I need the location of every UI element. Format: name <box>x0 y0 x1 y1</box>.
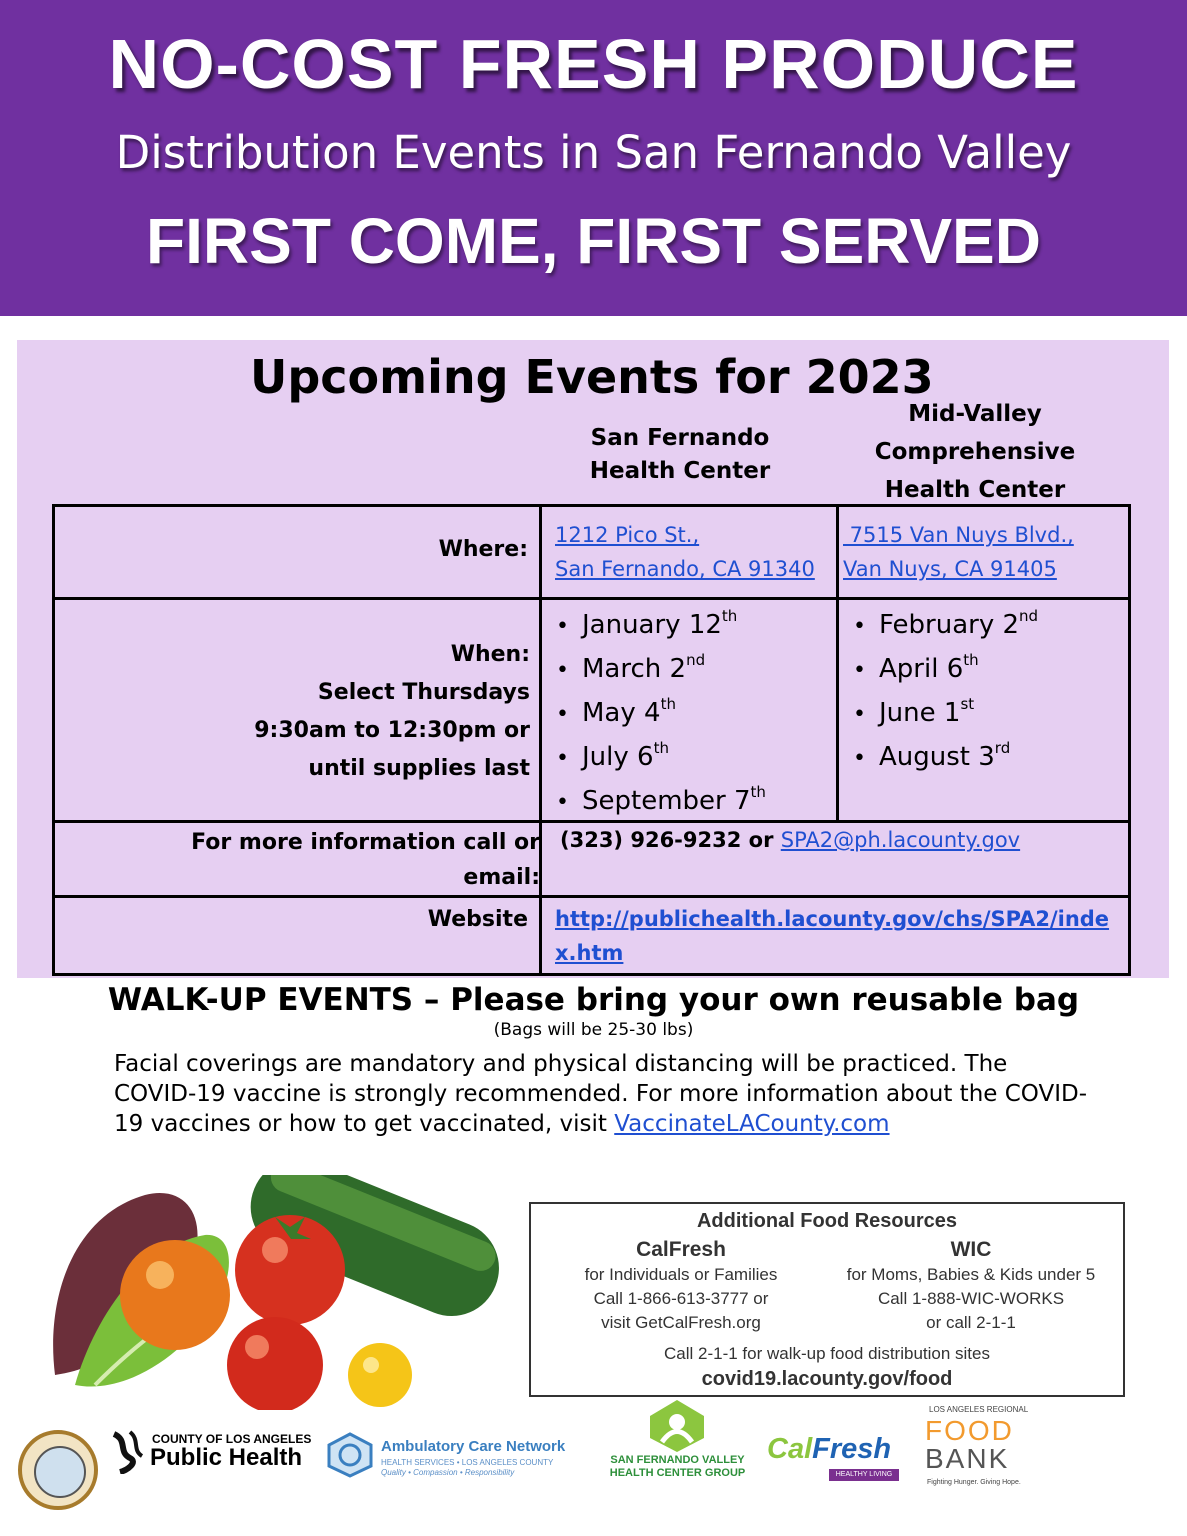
date-suffix: th <box>721 607 738 625</box>
website-label: Website <box>427 907 528 932</box>
wic-line: Call 1-888-WIC-WORKS <box>877 1289 1065 1308</box>
county-seal-logo <box>18 1430 98 1510</box>
public-health-text: Public Health <box>150 1444 303 1471</box>
date-text: February 2 <box>879 610 1020 640</box>
vaccinate-link[interactable]: VaccinateLACounty.com <box>614 1111 890 1137</box>
address-san-fernando[interactable] <box>555 518 815 586</box>
when-label-line: When: <box>450 642 530 667</box>
when-label <box>200 636 530 788</box>
website-link[interactable]: http://publichealth.lacounty.gov/chs/SPA2/index.htm <box>555 907 1110 965</box>
sfv-text <box>605 1454 750 1480</box>
email-link[interactable]: SPA2@ph.lacounty.gov <box>780 828 1021 852</box>
calfresh-tag: HEALTHY LIVING <box>829 1469 899 1481</box>
info-label-line: email: <box>463 865 540 890</box>
list-item <box>853 736 1038 780</box>
date-suffix: nd <box>1019 607 1039 625</box>
calfresh-logo <box>767 1433 893 1478</box>
calfresh-name: CalFresh <box>636 1238 726 1261</box>
column-header-line: Health Center <box>884 477 1066 503</box>
address-mid-valley[interactable] <box>843 518 1074 586</box>
address-line[interactable]: San Fernando, CA 91340 <box>555 557 815 581</box>
sfv-emblem-icon <box>642 1398 712 1454</box>
column-header-line: San Fernando <box>590 425 770 451</box>
calfresh-line: for Individuals or Families <box>584 1265 778 1284</box>
wic-name: WIC <box>950 1238 992 1261</box>
date-text: January 12 <box>582 610 722 640</box>
public-health-small-text: COUNTY OF LOS ANGELES <box>152 1432 312 1446</box>
calfresh-line: visit GetCalFresh.org <box>601 1313 761 1332</box>
main-title: NO-COST FRESH PRODUCE <box>108 25 1079 103</box>
produce-image <box>35 1175 505 1410</box>
date-text: April 6 <box>879 654 964 684</box>
column-header-mid-valley <box>850 395 1100 509</box>
date-suffix: th <box>660 695 676 713</box>
paragraph-text: Facial coverings are mandatory and physical distancing will be practiced. The COVID-19 vaccine is strongly recommended. For more information about the COVID-19 vaccines or how to get vaccinated, visit <box>114 1051 1088 1137</box>
food-bank-tagline: Fighting Hunger. Giving Hope. <box>927 1479 1021 1486</box>
list-item <box>853 604 1038 648</box>
calfresh-info <box>541 1238 821 1335</box>
info-label-line: For more information call or <box>191 830 540 855</box>
date-text: June 1 <box>879 698 961 728</box>
date-text: September 7 <box>582 786 751 816</box>
date-text: May 4 <box>582 698 661 728</box>
list-item <box>556 604 766 648</box>
resources-211-line: Call 2-1-1 for walk-up food distribution sites <box>664 1344 990 1363</box>
wic-line: or call 2-1-1 <box>926 1313 1016 1332</box>
calfresh-word-b: Fresh <box>812 1433 892 1465</box>
address-line[interactable]: Van Nuys, CA 91405 <box>843 557 1057 581</box>
where-label: Where: <box>438 537 528 562</box>
public-health-mark-icon <box>108 1430 148 1474</box>
list-item <box>853 648 1038 692</box>
info-label <box>150 825 540 895</box>
dates-mid-valley <box>853 604 1038 780</box>
acn-name: Ambulatory Care Network <box>381 1438 566 1455</box>
sfv-line: SAN FERNANDO VALLEY <box>610 1454 745 1466</box>
when-label-line: 9:30am to 12:30pm or <box>254 718 530 743</box>
column-header-line: Comprehensive <box>874 439 1076 465</box>
resources-title: Additional Food Resources <box>696 1210 958 1232</box>
address-line[interactable]: 7515 Van Nuys Blvd., <box>843 523 1074 547</box>
list-item <box>556 692 766 736</box>
acn-emblem-icon <box>325 1432 375 1478</box>
food-resources-box <box>529 1202 1125 1397</box>
column-divider-1 <box>539 504 542 976</box>
calfresh-line: Call 1-866-613-3777 or <box>593 1289 769 1308</box>
walkup-title: WALK-UP EVENTS – Please bring your own reusable bag <box>107 982 1080 1018</box>
food-bank-top-text: LOS ANGELES REGIONAL <box>929 1405 1029 1414</box>
when-label-line: Select Thursdays <box>317 680 530 705</box>
food-bank-food-text: FOOD <box>925 1415 1014 1446</box>
date-text: March 2 <box>582 654 687 684</box>
header-banner <box>0 0 1187 316</box>
acn-tagline: HEALTH SERVICES • LOS ANGELES COUNTY <box>381 1458 554 1467</box>
list-item <box>853 692 1038 736</box>
date-suffix: st <box>960 695 975 713</box>
subtitle: Distribution Events in San Fernando Valley <box>115 126 1072 179</box>
events-heading: Upcoming Events for 2023 <box>250 350 934 404</box>
dates-san-fernando <box>556 604 766 824</box>
food-bank-bank-text: BANK <box>925 1443 1010 1474</box>
date-suffix: nd <box>686 651 706 669</box>
wic-info <box>831 1238 1111 1335</box>
column-header-line: Mid-Valley <box>908 401 1042 427</box>
calfresh-word-a: Cal <box>767 1433 813 1465</box>
acn-tagline-2: Quality • Compassion • Responsibility <box>381 1468 515 1477</box>
date-suffix: th <box>750 783 766 801</box>
date-text: August 3 <box>879 742 995 772</box>
date-suffix: th <box>963 651 979 669</box>
sfv-line: HEALTH CENTER GROUP <box>609 1467 746 1479</box>
list-item <box>556 780 766 824</box>
list-item <box>556 648 766 692</box>
date-suffix: th <box>653 739 669 757</box>
tagline: FIRST COME, FIRST SERVED <box>146 205 1041 277</box>
covid-paragraph <box>114 1049 1094 1139</box>
wic-line: for Moms, Babies & Kids under 5 <box>846 1265 1096 1284</box>
column-header-line: Health Center <box>589 458 771 484</box>
when-label-line: until supplies last <box>308 756 530 781</box>
date-suffix: rd <box>994 739 1011 757</box>
address-line[interactable]: 1212 Pico St., <box>555 523 700 547</box>
resources-website: covid19.lacounty.gov/food <box>701 1368 953 1390</box>
contact-info <box>560 828 1020 852</box>
calfresh-wordmark <box>767 1433 891 1466</box>
bags-note: (Bags will be 25-30 lbs) <box>493 1020 694 1040</box>
date-text: July 6 <box>582 742 654 772</box>
column-divider-2 <box>836 504 839 823</box>
phone-number: (323) 926-9232 or <box>560 828 781 852</box>
list-item <box>556 736 766 780</box>
column-header-san-fernando <box>560 422 800 488</box>
